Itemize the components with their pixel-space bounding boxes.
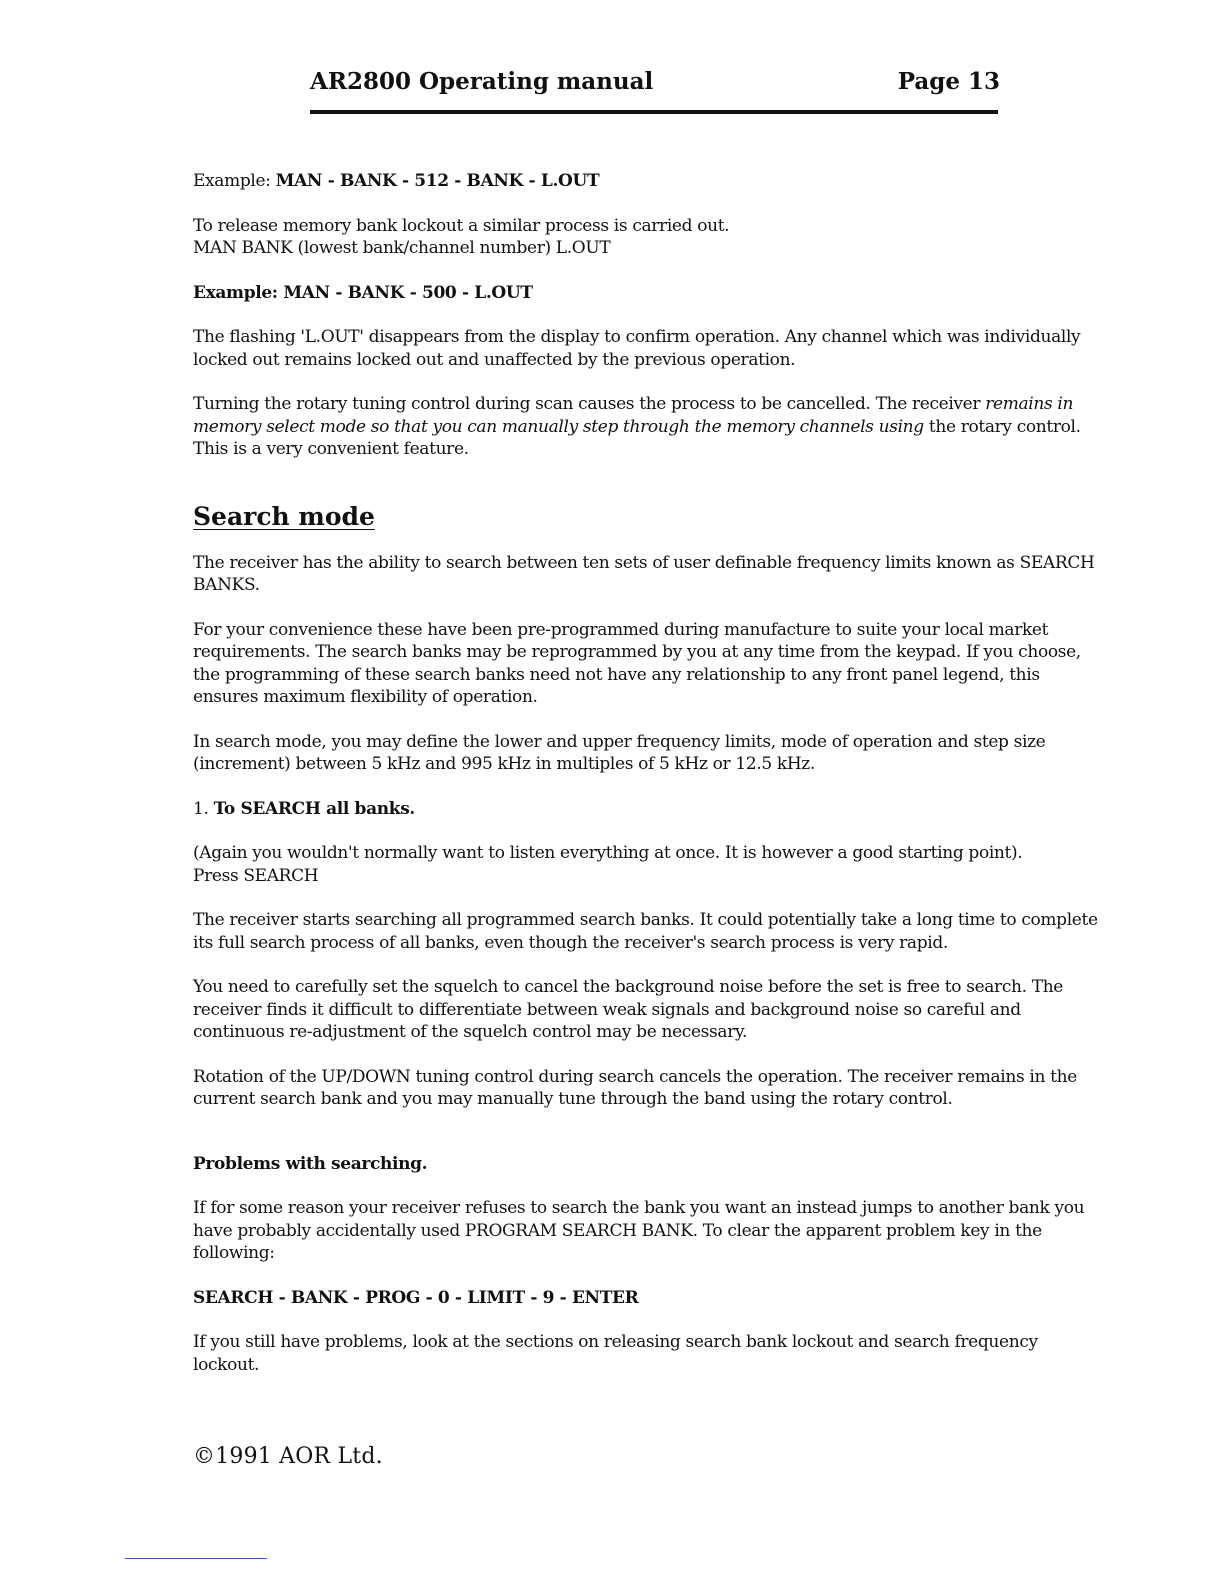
search-all-step [193, 798, 1098, 821]
page-header [310, 68, 1000, 102]
example-label: Example: [193, 282, 284, 303]
italic-text: remains in memory select mode so that you can manually step through the memory channels using [193, 394, 1074, 437]
step-size-paragraph: In search mode, you may define the lower and upper frequency limits, mode of operation and step size (increment) between 5 kHz and 995 kHz in multiples of 5 kHz or 12.5 kHz. [193, 731, 1046, 774]
example-label: Example: [193, 171, 276, 191]
example-release-lockout [193, 282, 1098, 305]
rotation-paragraph: Rotation of the UP/DOWN tuning control during search cancels the operation. The receiver remains in the current search bank and you may manually tune through the band using the rotary control. [193, 1066, 1077, 1109]
page-number: Page 13 [897, 68, 1000, 95]
release-lockout-paragraph [193, 215, 1098, 260]
paragraph-line: To release memory bank lockout a similar process is carried out. [193, 215, 730, 236]
starting-point-paragraph [193, 842, 1098, 887]
problems-subheading: Problems with searching. [193, 1153, 428, 1174]
still-problems-paragraph: If you still have problems, look at the sections on releasing search bank lockout and search frequency lockout. [193, 1332, 1038, 1375]
clear-key-sequence: SEARCH - BANK - PROG - 0 - LIMIT - 9 - ENTER [193, 1287, 639, 1308]
refuses-search-paragraph: If for some reason your receiver refuses to search the bank you want an instead jumps to another bank you have probably accidentally used PROGRAM SEARCH BANK. To clear the apparent problem key in the following: [193, 1198, 1085, 1263]
bottom-divider [125, 1558, 267, 1559]
paragraph-text: Turning the rotary tuning control during scan causes the process to be cancelled. The receiver [193, 394, 986, 414]
paragraph-line: Press SEARCH [193, 865, 319, 886]
paragraph-line: (Again you wouldn't normally want to listen everything at once. It is however a good starting point). [193, 843, 1023, 863]
squelch-paragraph: You need to carefully set the squelch to cancel the background noise before the set is free to search. The receiver finds it difficult to differentiate between weak signals and background noise so careful and continuous re-adjustment of the squelch control may be necessary. [193, 977, 1064, 1042]
preprogrammed-paragraph: For your convenience these have been pre-programmed during manufacture to suite your local market requirements. The search banks may be reprogrammed by you at any time from the keypad. If you choose, the programming of these search banks need not have any relationship to any front panel legend, this ensures maximum flexibility of operation. [193, 619, 1081, 707]
key-sequence: MAN - BANK - 512 - BANK - L.OUT [275, 171, 600, 191]
manual-title: AR2800 Operating manual [310, 68, 654, 95]
step-number: 1. [193, 798, 214, 819]
search-banks-paragraph: The receiver has the ability to search between ten sets of user definable frequency limits known as SEARCH BANKS. [193, 552, 1095, 595]
rotary-cancel-paragraph [193, 393, 1098, 461]
key-sequence: MAN - BANK - 500 - L.OUT [283, 282, 533, 303]
lout-confirm-paragraph: The flashing 'L.OUT' disappears from the display to confirm operation. Any channel which was individually locked out remains locked out and unaffected by the previous operation. [193, 327, 1081, 370]
header-rule [310, 110, 998, 114]
search-mode-heading: Search mode [193, 501, 375, 531]
page-body [193, 170, 1098, 1376]
copyright-footer: ©1991 AOR Ltd. [193, 1444, 383, 1469]
step-title: To SEARCH all banks. [213, 798, 415, 819]
example-bank-lockout [193, 170, 1098, 193]
search-process-paragraph: The receiver starts searching all programmed search banks. It could potentially take a long time to complete its full search process of all banks, even though the receiver's search process is very rapid. [193, 910, 1098, 953]
paragraph-text: the rotary control. This is a very convenient feature. [193, 416, 1081, 459]
paragraph-line: MAN BANK (lowest bank/channel number) L.OUT [193, 238, 611, 258]
